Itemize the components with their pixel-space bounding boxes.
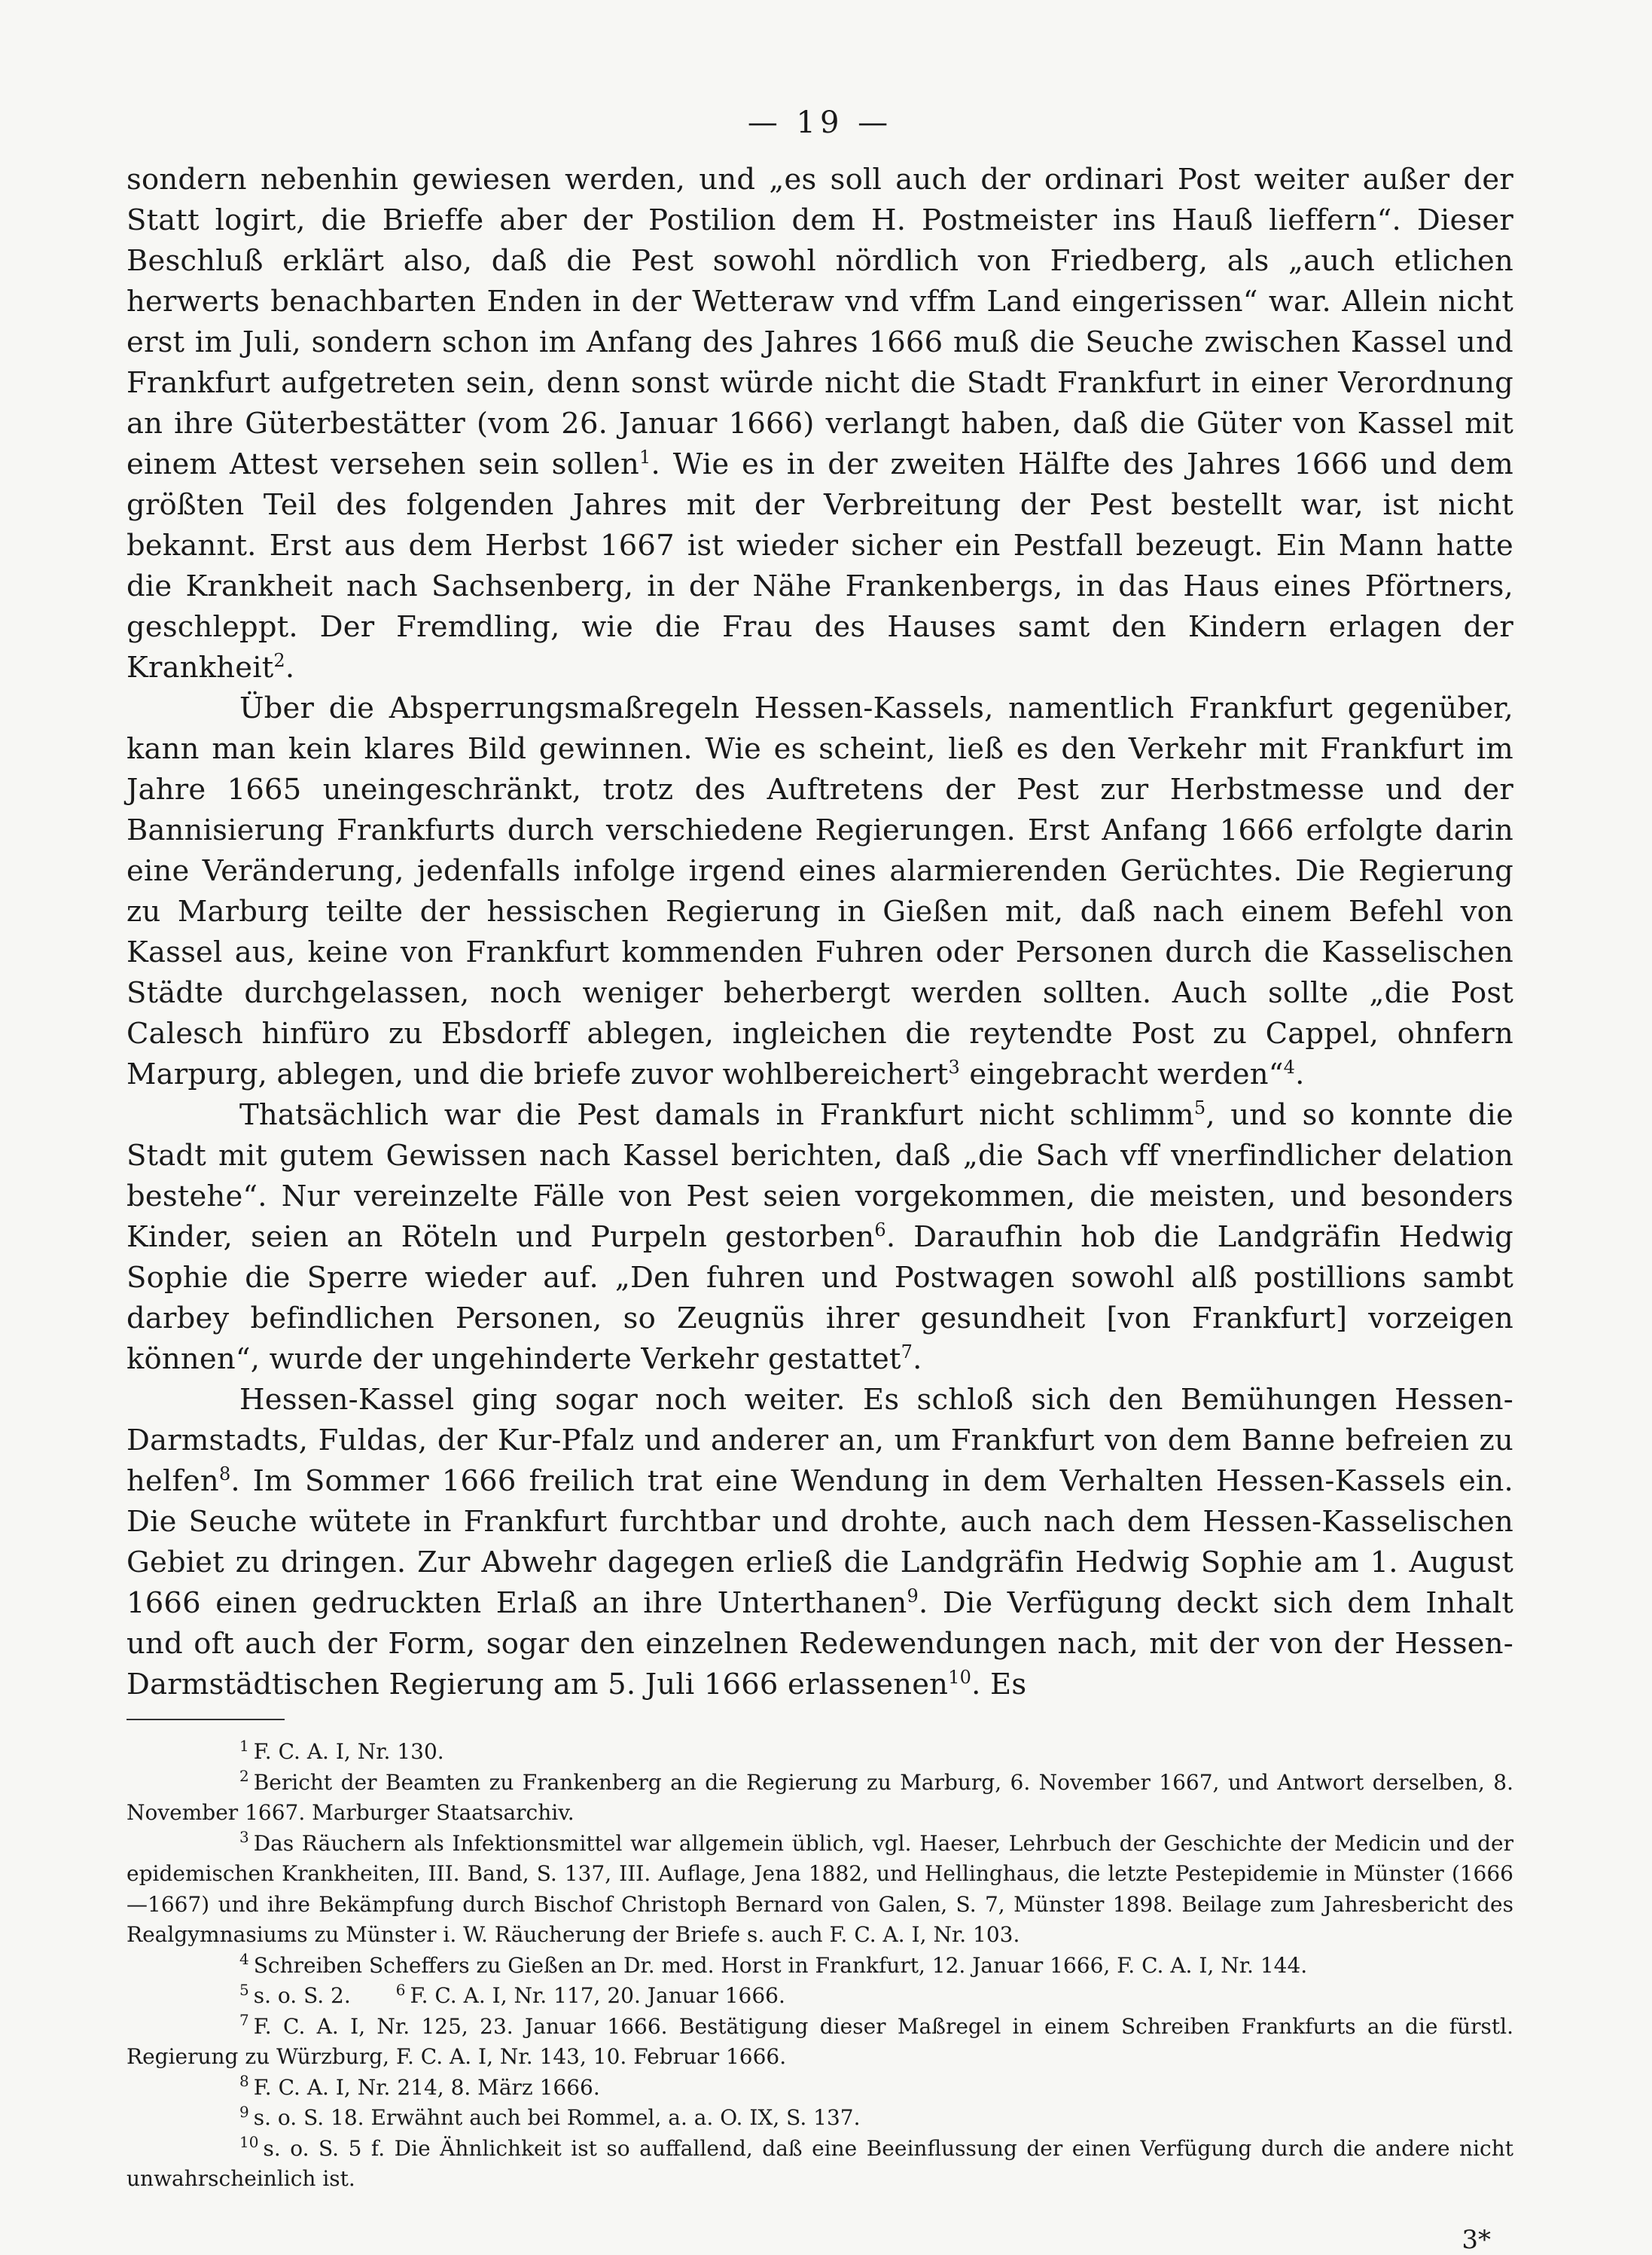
paragraph-text: Über die Absperrungsmaßregeln Hessen-Kassels, namentlich Frankfurt gegenüber, kann man kein klares Bild gewinnen. Wie es scheint, ließ es den Verkehr mit Frankfurt im Jahre 1665 uneingeschränkt, trotz des Auftretens der Pest zur Herbstmesse und der Bannisierung Frankfurts durch verschiedene Regierungen. Erst Anfang 1666 erfolgte darin eine Veränderung, jedenfalls infolge irgend eines alarmierenden Gerüchtes. Die Regierung zu Marburg teilte der hessischen Regierung in Gießen mit, daß nach einem Befehl von Kassel aus, keine von Frankfurt kommenden Fuhren oder Personen durch die Kasselischen Städte durchgelassen, noch weniger beherbergt werden sollten. Auch sollte „die Post Calesch hinfüro zu Ebsdorff ablegen, ingleichen die reytendte Post zu Cappel, ohnfern Marpurg, ablegen, und die briefe zuvor wohlbereichert bbox=[126, 691, 1513, 1091]
footnote-ref: 9 bbox=[907, 1585, 919, 1607]
footnote bbox=[126, 2012, 1513, 2073]
paragraph-text: . bbox=[285, 651, 295, 685]
footnote-rule bbox=[126, 1719, 285, 1720]
footnote-ref: 4 bbox=[1283, 1057, 1296, 1079]
footnote-text: F. C. A. I, Nr. 214, 8. März 1666. bbox=[253, 2074, 600, 2100]
footnote-number: 7 bbox=[239, 2011, 249, 2030]
footnote bbox=[126, 2103, 1513, 2134]
footnote bbox=[126, 1829, 1513, 1951]
footnote-number: 2 bbox=[239, 1767, 249, 1786]
paragraph-text: Thatsächlich war die Pest damals in Frankfurt nicht schlimm bbox=[239, 1098, 1194, 1132]
footnote-ref: 1 bbox=[639, 447, 651, 468]
footnote-text: F. C. A. I, Nr. 130. bbox=[253, 1739, 444, 1764]
paragraph-text: . Die Verfügung deckt sich dem Inhalt und oft auch der Form, sogar den einzelnen Redewendungen nach, mit der von der Hessen-Darmstädtischen Regierung am 5. Juli 1666 erlassenen bbox=[126, 1586, 1513, 1701]
paragraph-text: . Im Sommer 1666 freilich trat eine Wendung in dem Verhalten Hessen-Kassels ein. Die Seuche wütete in Frankfurt furchtbar und drohte, auch nach dem Hessen-Kasselischen Gebiet zu dringen. Zur Abwehr dagegen erließ die Landgräfin Hedwig Sophie am 1. August 1666 einen gedruckten Erlaß an ihre Unterthanen bbox=[126, 1464, 1513, 1620]
footnote-ref: 5 bbox=[1193, 1097, 1206, 1119]
footnote-ref: 7 bbox=[901, 1341, 913, 1363]
paragraph-text: . bbox=[1295, 1057, 1305, 1091]
paragraph-text: . Es bbox=[971, 1668, 1027, 1701]
page bbox=[126, 105, 1513, 2255]
footnote-text: Schreiben Scheffers zu Gießen an Dr. med. Horst in Frankfurt, 12. Januar 1666, F. C. A. I, Nr. 144. bbox=[253, 1952, 1308, 1978]
footnote-text: Das Räuchern als Infektionsmittel war allgemein üblich, vgl. Haeser, Lehrbuch der Geschichte der Medicin und der epidemischen Krankheiten, III. Band, S. 137, III. Auflage, Jena 1882, und Hellinghaus, die letzte Pestepidemie in Münster (1666—1667) und ihre Bekämpfung durch Bischof Christoph Bernard von Galen, S. 7, Münster 1898. Beilage zum Jahresbericht des Realgymnasiums zu Münster i. W. Räucherung der Briefe s. auch F. C. A. I, Nr. 103. bbox=[126, 1830, 1513, 1947]
footnote-number: 8 bbox=[239, 2072, 249, 2091]
footnote-number: 6 bbox=[395, 1980, 406, 1999]
paragraph-p3 bbox=[126, 1095, 1513, 1380]
footnote bbox=[126, 1737, 1513, 1768]
paragraph-text: eingebracht werden“ bbox=[959, 1057, 1284, 1091]
paragraph-text: Hessen-Kassel ging sogar noch weiter. Es schloß sich den Bemühungen Hessen-Darmstadts, Fuldas, der Kur-Pfalz und anderer an, um Frankfurt von dem Banne befreien zu helfen bbox=[126, 1383, 1513, 1498]
signature-mark: 3* bbox=[1462, 2224, 1491, 2255]
footnote-number: 1 bbox=[239, 1736, 249, 1755]
footnote-text: F. C. A. I, Nr. 117, 20. Januar 1666. bbox=[410, 1983, 785, 2008]
paragraph-p4 bbox=[126, 1380, 1513, 1705]
paragraph-p1 bbox=[126, 160, 1513, 688]
page-number: — 19 — bbox=[747, 105, 893, 140]
footnote-number: 4 bbox=[239, 1950, 249, 1969]
footnote-ref: 6 bbox=[874, 1219, 886, 1241]
footnote-text: s. o. S. 2. bbox=[253, 1983, 351, 2008]
footnotes bbox=[126, 1737, 1513, 2195]
paragraph-text: . bbox=[913, 1342, 922, 1376]
page-footer bbox=[126, 2195, 1513, 2255]
footnote bbox=[126, 1981, 1513, 2012]
footnote bbox=[126, 1768, 1513, 1829]
footnote-ref: 2 bbox=[273, 650, 285, 672]
paragraph-text: . Daraufhin hob die Landgräfin Hedwig Sophie die Sperre wieder auf. „Den fuhren und Postwagen sowohl alß postillions sambt darbey befindlichen Personen, so Zeugnüs ihrer gesundheit [von Frankfurt] vorzeigen können“, wurde der ungehinderte Verkehr gestattet bbox=[126, 1220, 1513, 1376]
footnote bbox=[126, 1951, 1513, 1982]
paragraph-text: . Wie es in der zweiten Hälfte des Jahres 1666 und dem größten Teil des folgenden Jahres mit der Verbreitung der Pest bestellt war, ist nicht bekannt. Erst aus dem Herbst 1667 ist wieder sicher ein Pestfall bezeugt. Ein Mann hatte die Krankheit nach Sachsenberg, in der Nähe Frankenbergs, in das Haus eines Pförtners, geschleppt. Der Fremdling, wie die Frau des Hauses samt den Kindern erlagen der Krankheit bbox=[126, 447, 1514, 685]
footnote-number: 10 bbox=[239, 2133, 259, 2152]
footnote-text: s. o. S. 5 f. Die Ähnlichkeit ist so auffallend, daß eine Beeinflussung der einen Verfügung durch die andere nicht unwahrscheinlich ist. bbox=[126, 2135, 1513, 2191]
footnote-number: 5 bbox=[239, 1980, 249, 1999]
footnote-ref: 3 bbox=[948, 1057, 960, 1079]
footnote-ref: 8 bbox=[218, 1463, 231, 1485]
paragraph-text: sondern nebenhin gewiesen werden, und „es soll auch der ordinari Post weiter außer der Statt logirt, die Brieffe aber der Postilion dem H. Postmeister ins Hauß lieffern“. Dieser Beschluß erklärt also, daß die Pest sowohl nördlich von Friedberg, als „auch etlichen herwerts benachbarten Enden in der Wetteraw vnd vffm Land eingerissen“ war. Allein nicht erst im Juli, sondern schon im Anfang des Jahres 1666 muß die Seuche zwischen Kassel und Frankfurt aufgetreten sein, denn sonst würde nicht die Stadt Frankfurt in einer Verordnung an ihre Güterbestätter (vom 26. Januar 1666) verlangt haben, daß die Güter von Kassel mit einem Attest versehen sein sollen bbox=[126, 163, 1513, 481]
footnote bbox=[126, 2073, 1513, 2104]
footnote-ref: 10 bbox=[948, 1667, 972, 1689]
paragraph-text: , und so konnte die Stadt mit gutem Gewissen nach Kassel berichten, daß „die Sach vff vnerfindlicher delation bestehe“. Nur vereinzelte Fälle von Pest seien vorgekommen, die meisten, und besonders Kinder, seien an Röteln und Purpeln gestorben bbox=[126, 1098, 1514, 1254]
footnote-text: s. o. S. 18. Erwähnt auch bei Rommel, a. a. O. IX, S. 137. bbox=[253, 2105, 861, 2130]
footnote-text: F. C. A. I, Nr. 125, 23. Januar 1666. Bestätigung dieser Maßregel in einem Schreiben Frankfurts an die fürstl. Regierung zu Würzburg, F. C. A. I, Nr. 143, 10. Februar 1666. bbox=[126, 2013, 1513, 2069]
body-text bbox=[126, 160, 1513, 1705]
footnote-text: Bericht der Beamten zu Frankenberg an die Regierung zu Marburg, 6. November 1667, und Antwort derselben, 8. November 1667. Marburger Staatsarchiv. bbox=[126, 1769, 1513, 1825]
footnote-number: 3 bbox=[239, 1828, 249, 1847]
paragraph-p2 bbox=[126, 688, 1513, 1095]
footnote bbox=[126, 2134, 1513, 2195]
footnote-number: 9 bbox=[239, 2102, 249, 2121]
